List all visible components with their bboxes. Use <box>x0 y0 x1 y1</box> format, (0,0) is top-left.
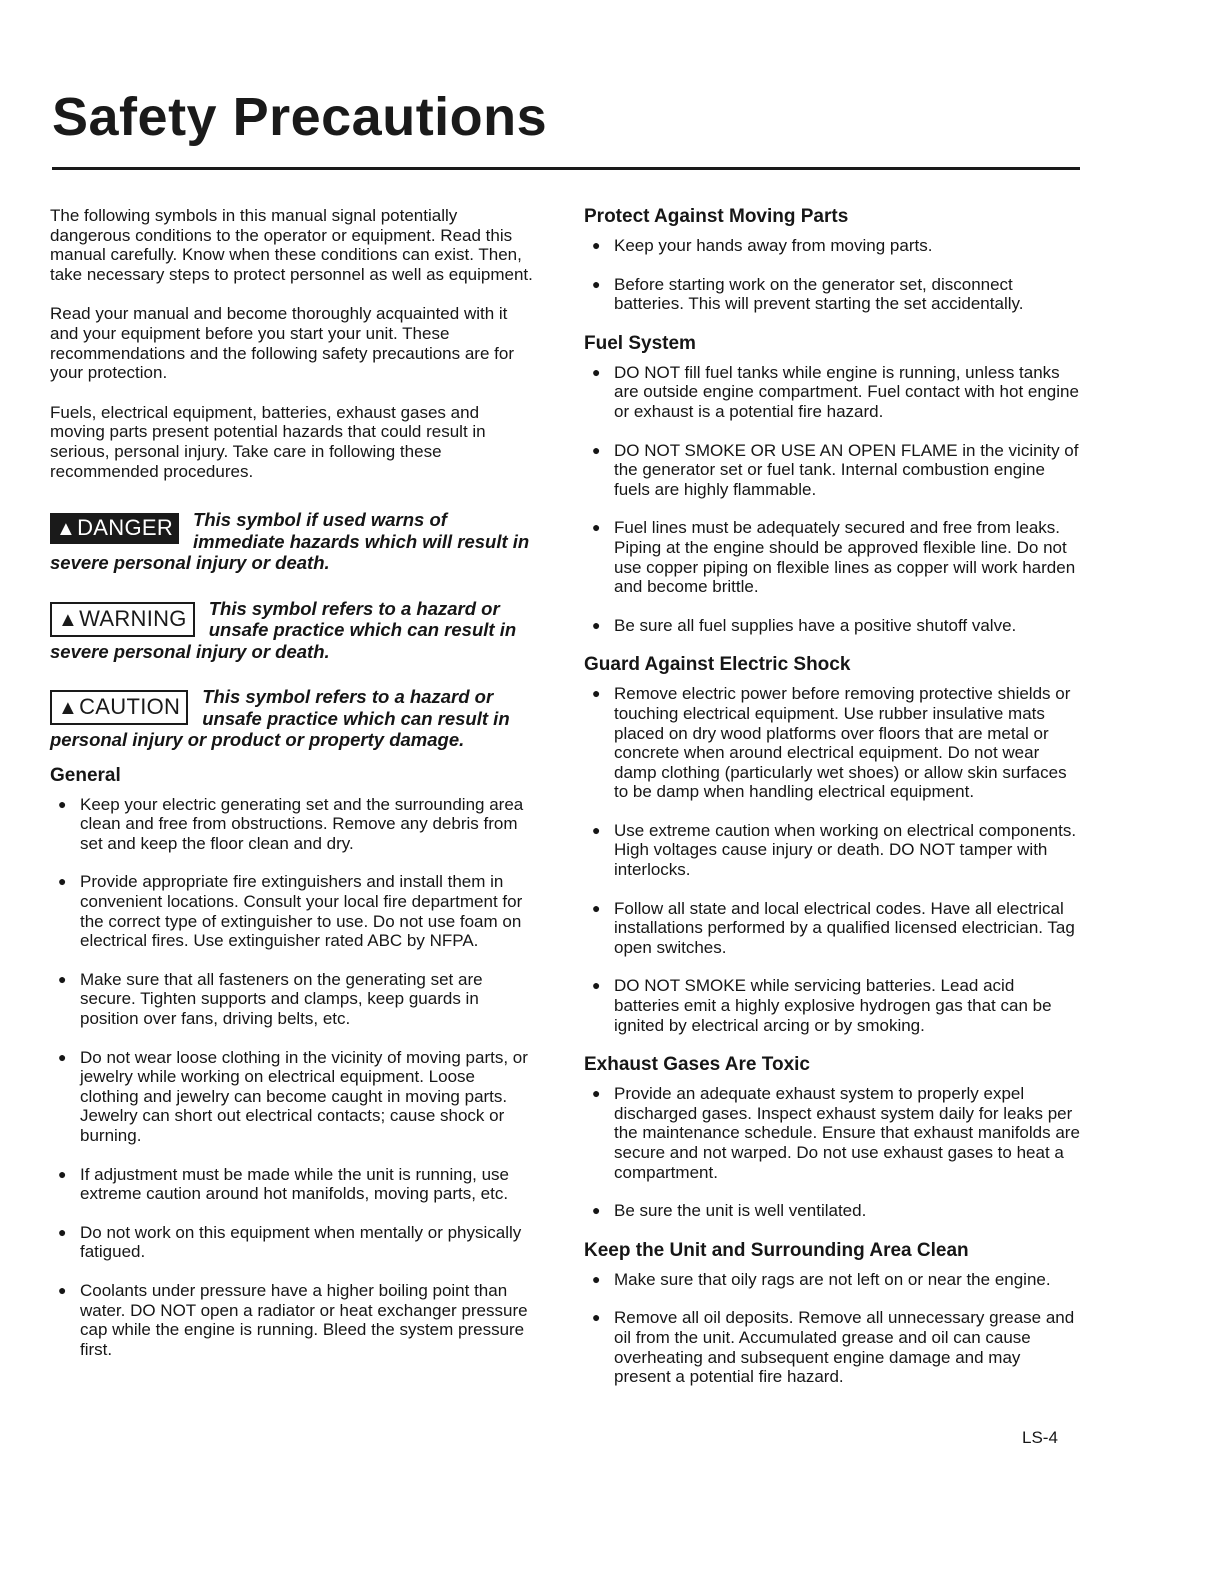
list-item: ● Follow all state and local electrical codes. Have all electrical installations performed by a qualified licensed electrician. Tag open switches. <box>584 899 1080 958</box>
list-item: ● Provide an adequate exhaust system to properly expel discharged gases. Inspect exhaust system daily for leaks per the maintenance schedule. Ensure that exhaust manifolds are secure and not warped. Do not use exhaust gases to heat a compartment. <box>584 1084 1080 1182</box>
caution-description: This symbol refers to a hazard or unsafe practice which can result in personal injury or product or property damage. <box>50 686 510 751</box>
intro-paragraph: Read your manual and become thoroughly acquainted with it and your equipment before you start your unit. These recommendations and the following safety precautions are for your protection. <box>50 304 514 383</box>
danger-label: DANGER <box>77 515 174 541</box>
warning-badge <box>50 602 195 637</box>
intro-paragraph: Fuels, electrical equipment, batteries, exhaust gases and moving parts present potential hazards that could result in serious, personal injury. Take care in following these recommended procedures. <box>50 402 486 481</box>
title-divider <box>52 167 1080 170</box>
list-item: ● DO NOT SMOKE OR USE AN OPEN FLAME in the vicinity of the generator set or fuel tank. Internal combustion engine fuels are highly flammable. <box>584 441 1080 500</box>
list-item: ● Before starting work on the generator set, disconnect batteries. This will prevent starting the set accidentally. <box>584 275 1080 314</box>
clean-list <box>584 1270 1080 1387</box>
list-item: ● Do not work on this equipment when mentally or physically fatigued. <box>50 1223 534 1262</box>
intro-paragraph: The following symbols in this manual signal potentially dangerous conditions to the operator or equipment. Read this manual carefully. Know when these conditions can exist. Then, take necessary steps to protect personnel as well as equipment. <box>50 206 533 284</box>
page-title: Safety Precautions <box>52 87 548 147</box>
list-item: ● Remove electric power before removing protective shields or touching electrical equipment. Use rubber insulative mats placed on dry wood platforms over floors that are metal or concrete when around electrical equipment. Do not wear damp clothing (particularly wet shoes) or allow skin surfaces to be damp when handling electrical equipment. <box>584 684 1080 802</box>
list-item: ● Keep your hands away from moving parts. <box>584 236 1080 256</box>
warning-triangle-icon: ▲ <box>58 608 79 631</box>
exhaust-list <box>584 1084 1080 1221</box>
caution-label: CAUTION <box>79 694 181 720</box>
danger-symbol-block <box>50 509 534 574</box>
danger-description: This symbol if used warns of immediate hazards which will result in severe personal injury or death. <box>50 509 530 574</box>
list-item: ● Provide appropriate fire extinguishers and install them in convenient locations. Consult your local fire department for the correct type of extinguisher to use. Do not use foam on electrical fires. Use extinguisher rated ABC by NFPA. <box>50 872 534 950</box>
list-item: ● Do not wear loose clothing in the vicinity of moving parts, or jewelry while working on electrical equipment. Loose clothing and jewelry can become caught in moving parts. Jewelry can short out electrical contacts; cause shock or burning. <box>50 1048 534 1146</box>
warning-triangle-icon: ▲ <box>56 518 77 541</box>
electric-list <box>584 684 1080 1035</box>
general-list <box>50 795 534 1360</box>
section-heading-moving-parts: Protect Against Moving Parts <box>584 206 849 227</box>
section-heading-electric: Guard Against Electric Shock <box>584 654 851 676</box>
danger-badge <box>50 513 179 544</box>
moving-parts-list <box>584 236 1080 314</box>
warning-triangle-icon: ▲ <box>58 697 79 720</box>
warning-label: WARNING <box>79 605 187 631</box>
list-item: ● Use extreme caution when working on electrical components. High voltages cause injury or death. DO NOT tamper with interlocks. <box>584 821 1080 880</box>
right-column <box>584 206 1080 1406</box>
list-item: ● Be sure the unit is well ventilated. <box>584 1201 1080 1221</box>
list-item: ● Make sure that all fasteners on the generating set are secure. Tighten supports and clamps, keep guards in position over fans, driving belts, etc. <box>50 970 534 1029</box>
section-heading-fuel: Fuel System <box>584 332 696 354</box>
list-item: ● Make sure that oily rags are not left on or near the engine. <box>584 1270 1080 1290</box>
list-item: ● Fuel lines must be adequately secured and free from leaks. Piping at the engine should be approved flexible line. Do not use copper piping on flexible lines as copper will work harden and become brittle. <box>584 518 1080 596</box>
list-item: ● Remove all oil deposits. Remove all unnecessary grease and oil from the unit. Accumulated grease and oil can cause overheating and subsequent engine damage and may present a potential fire hazard. <box>584 1308 1080 1386</box>
section-heading-clean: Keep the Unit and Surrounding Area Clean <box>584 1239 969 1261</box>
caution-badge <box>50 690 188 725</box>
list-item: ● If adjustment must be made while the unit is running, use extreme caution around hot manifolds, moving parts, etc. <box>50 1165 534 1204</box>
list-item: ● Keep your electric generating set and the surrounding area clean and free from obstructions. Remove any debris from set and keep the floor clean and dry. <box>50 795 534 854</box>
fuel-list <box>584 363 1080 636</box>
list-item: ● DO NOT fill fuel tanks while engine is running, unless tanks are outside engine compartment. Fuel contact with hot engine or exhaust is a potential fire hazard. <box>584 363 1080 422</box>
list-item: ● Coolants under pressure have a higher boiling point than water. DO NOT open a radiator or heat exchanger pressure cap while the engine is running. Bleed the system pressure first. <box>50 1281 534 1359</box>
page-number: LS-4 <box>1022 1428 1058 1447</box>
list-item: ● Be sure all fuel supplies have a positive shutoff valve. <box>584 616 1080 636</box>
left-column <box>50 206 534 1378</box>
warning-description: This symbol refers to a hazard or unsafe practice which can result in severe personal injury or death. <box>50 597 517 662</box>
section-heading-general: General <box>50 764 121 786</box>
list-item: ● DO NOT SMOKE while servicing batteries. Lead acid batteries emit a highly explosive hydrogen gas that can be ignited by electrical arcing or by smoking. <box>584 976 1080 1035</box>
caution-symbol-block <box>50 686 534 751</box>
section-heading-exhaust: Exhaust Gases Are Toxic <box>584 1054 810 1076</box>
warning-symbol-block <box>50 598 534 663</box>
